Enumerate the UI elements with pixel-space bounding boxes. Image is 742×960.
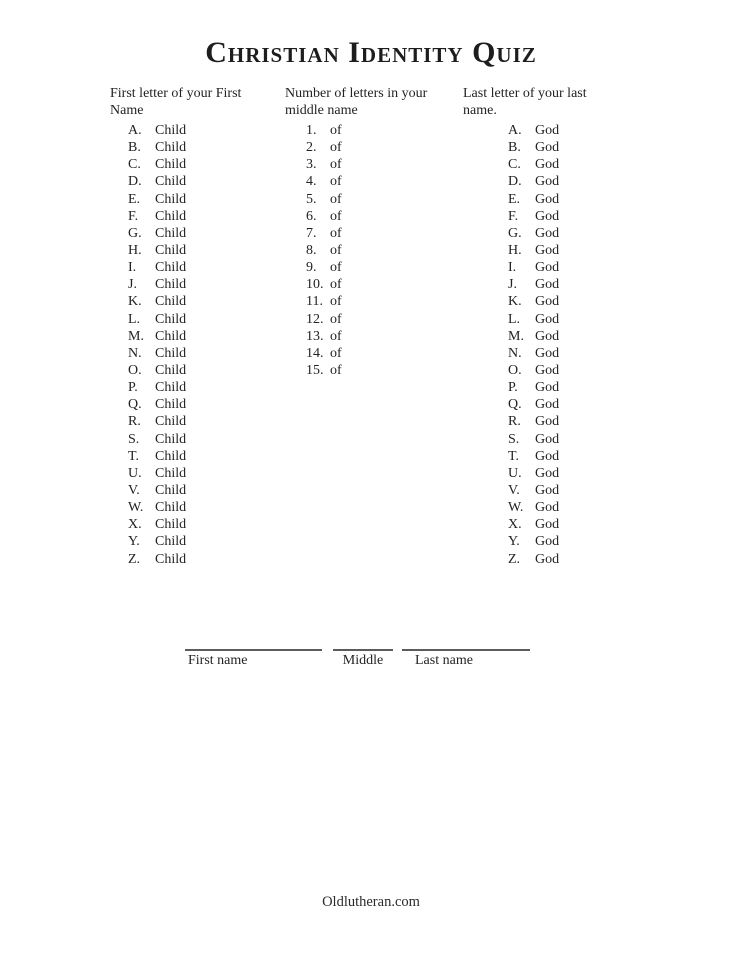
list-item <box>306 208 461 225</box>
list-item <box>306 259 461 276</box>
item-text: of <box>330 362 342 378</box>
item-marker: J. <box>128 277 137 293</box>
item-text: Child <box>155 551 187 567</box>
item-marker: K. <box>508 294 522 310</box>
item-text: God <box>535 208 560 224</box>
item-text: of <box>330 225 342 241</box>
item-marker: 14. <box>306 345 324 361</box>
item-marker: 12. <box>306 311 324 327</box>
item-marker: 6. <box>306 208 317 224</box>
item-marker: B. <box>508 140 521 156</box>
list-item <box>508 276 625 293</box>
list-item <box>128 551 282 568</box>
list-item <box>306 156 461 173</box>
column-header <box>110 85 282 119</box>
item-text: God <box>535 157 560 173</box>
item-text: Child <box>155 380 187 396</box>
list-item <box>508 259 625 276</box>
list-item <box>508 156 625 173</box>
item-text: God <box>535 397 560 413</box>
item-text: God <box>535 260 560 276</box>
item-text: Child <box>155 534 187 550</box>
item-text: of <box>330 242 342 258</box>
item-text: Child <box>155 277 187 293</box>
item-marker: C. <box>128 157 141 173</box>
signature-label: Middle <box>342 653 384 668</box>
list-item <box>128 242 282 259</box>
column-first-letter <box>110 85 282 568</box>
item-marker: X. <box>128 517 142 533</box>
list-item <box>508 551 625 568</box>
item-text: God <box>535 174 560 190</box>
option-list-middle-letters <box>306 122 461 379</box>
item-marker: Y. <box>128 534 140 550</box>
item-text: Child <box>155 328 187 344</box>
list-item <box>128 413 282 430</box>
list-item <box>508 173 625 190</box>
column-header-line: Number of letters in your <box>285 86 428 101</box>
item-marker: T. <box>128 448 140 464</box>
list-item <box>306 139 461 156</box>
item-text: God <box>535 140 560 156</box>
item-text: God <box>535 414 560 430</box>
list-item <box>128 293 282 310</box>
item-text: God <box>535 191 560 207</box>
list-item <box>508 242 625 259</box>
list-item <box>306 328 461 345</box>
list-item <box>306 191 461 208</box>
item-text: Child <box>155 311 187 327</box>
list-item <box>508 431 625 448</box>
item-marker: Z. <box>128 551 141 567</box>
list-item <box>128 156 282 173</box>
list-item <box>508 465 625 482</box>
item-text: of <box>330 157 342 173</box>
item-marker: T. <box>508 448 520 464</box>
item-text: Child <box>155 482 187 498</box>
item-marker: S. <box>508 431 520 447</box>
item-text: Child <box>155 517 187 533</box>
item-text: God <box>535 294 560 310</box>
item-marker: 11. <box>306 294 323 310</box>
item-marker: V. <box>508 482 520 498</box>
item-marker: 3. <box>306 157 317 173</box>
item-text: of <box>330 294 342 310</box>
item-marker: A. <box>128 123 142 138</box>
item-text: Child <box>155 448 187 464</box>
item-marker: S. <box>128 431 140 447</box>
item-marker: N. <box>508 345 522 361</box>
list-item <box>128 431 282 448</box>
item-marker: 5. <box>306 191 317 207</box>
item-marker: U. <box>128 465 142 481</box>
item-text: Child <box>155 140 187 156</box>
list-item <box>306 276 461 293</box>
item-marker: U. <box>508 465 522 481</box>
item-text: Child <box>155 345 187 361</box>
item-marker: D. <box>128 174 142 190</box>
item-text: Child <box>155 174 187 190</box>
list-item <box>128 139 282 156</box>
item-marker: E. <box>508 191 521 207</box>
column-header-line: name. <box>463 103 497 118</box>
list-item <box>508 225 625 242</box>
item-marker: O. <box>128 362 142 378</box>
footer-text: Oldlutheran.com <box>322 894 420 910</box>
item-text: God <box>535 431 560 447</box>
item-text: Child <box>155 362 187 378</box>
item-marker: C. <box>508 157 521 173</box>
item-text: Child <box>155 397 187 413</box>
list-item <box>508 191 625 208</box>
item-text: God <box>535 328 560 344</box>
list-item <box>508 122 625 139</box>
item-marker: L. <box>508 311 521 327</box>
list-item <box>128 448 282 465</box>
list-item <box>128 276 282 293</box>
item-marker: O. <box>508 362 522 378</box>
list-item <box>508 396 625 413</box>
item-text: of <box>330 191 342 207</box>
item-marker: I. <box>128 260 137 276</box>
item-marker: G. <box>128 225 142 241</box>
item-text: Child <box>155 260 187 276</box>
item-text: God <box>535 362 560 378</box>
item-text: Child <box>155 431 187 447</box>
item-text: of <box>330 311 342 327</box>
item-text: Child <box>155 191 187 207</box>
list-item <box>128 396 282 413</box>
item-text: God <box>535 380 560 396</box>
list-item <box>128 499 282 516</box>
list-item <box>508 328 625 345</box>
item-text: God <box>535 448 560 464</box>
list-item <box>508 139 625 156</box>
item-marker: J. <box>508 277 517 293</box>
list-item <box>306 293 461 310</box>
item-marker: X. <box>508 517 522 533</box>
item-marker: Z. <box>508 551 521 567</box>
item-marker: 10. <box>306 277 324 293</box>
item-marker: R. <box>508 414 521 430</box>
item-text: God <box>535 465 560 481</box>
item-text: Child <box>155 414 187 430</box>
item-marker: H. <box>508 242 522 258</box>
item-text: of <box>330 174 342 190</box>
item-text: God <box>535 500 560 516</box>
item-marker: M. <box>128 328 144 344</box>
item-marker: 15. <box>306 362 324 378</box>
item-text: of <box>330 123 342 138</box>
item-text: God <box>535 517 560 533</box>
item-text: of <box>330 140 342 156</box>
item-marker: L. <box>128 311 141 327</box>
signature-field-middle <box>333 649 393 669</box>
list-item <box>508 293 625 310</box>
signature-label: Last name <box>415 653 473 668</box>
list-item <box>128 311 282 328</box>
item-marker: F. <box>508 208 519 224</box>
item-marker: Y. <box>508 534 520 550</box>
item-text: Child <box>155 465 187 481</box>
list-item <box>128 533 282 550</box>
list-item <box>128 173 282 190</box>
list-item <box>128 379 282 396</box>
item-marker: 7. <box>306 225 317 241</box>
list-item <box>128 208 282 225</box>
column-header <box>463 85 625 119</box>
item-text: Child <box>155 208 187 224</box>
list-item <box>508 482 625 499</box>
item-text: God <box>535 345 560 361</box>
item-marker: 13. <box>306 328 324 344</box>
list-item <box>128 328 282 345</box>
item-marker: 4. <box>306 174 317 190</box>
list-item <box>306 225 461 242</box>
list-item <box>508 362 625 379</box>
list-item <box>128 516 282 533</box>
column-header-line: middle name <box>285 103 358 118</box>
item-text: of <box>330 345 342 361</box>
item-marker: 8. <box>306 242 317 258</box>
item-text: God <box>535 311 560 327</box>
list-item <box>128 259 282 276</box>
item-marker: K. <box>128 294 142 310</box>
item-text: God <box>535 482 560 498</box>
item-text: God <box>535 551 560 567</box>
column-header <box>285 85 461 119</box>
list-item <box>128 465 282 482</box>
item-marker: F. <box>128 208 139 224</box>
list-item <box>306 173 461 190</box>
item-marker: Q. <box>508 397 522 413</box>
item-marker: M. <box>508 328 524 344</box>
item-text: God <box>535 123 560 138</box>
list-item <box>508 448 625 465</box>
list-item <box>306 122 461 139</box>
item-marker: 2. <box>306 140 317 156</box>
item-marker: H. <box>128 242 142 258</box>
item-text: Child <box>155 242 187 258</box>
column-header-line: Last letter of your last <box>463 86 587 101</box>
item-text: God <box>535 242 560 258</box>
item-marker: R. <box>128 414 141 430</box>
item-text: Child <box>155 294 187 310</box>
list-item <box>508 533 625 550</box>
list-item <box>128 345 282 362</box>
list-item <box>128 191 282 208</box>
item-text: God <box>535 225 560 241</box>
page-title: Christian Identity Quiz <box>205 36 537 69</box>
signature-field-last-name <box>402 649 530 669</box>
list-item <box>128 482 282 499</box>
item-marker: V. <box>128 482 140 498</box>
item-marker: I. <box>508 260 517 276</box>
option-list-last-letter <box>508 122 625 568</box>
option-list-first-letter <box>128 122 282 568</box>
list-item <box>128 122 282 139</box>
signature-label: First name <box>188 653 248 668</box>
item-text: Child <box>155 500 187 516</box>
item-text: Child <box>155 157 187 173</box>
item-marker: N. <box>128 345 142 361</box>
list-item <box>306 362 461 379</box>
item-marker: 9. <box>306 260 317 276</box>
item-text: Child <box>155 225 187 241</box>
list-item <box>508 345 625 362</box>
item-text: of <box>330 277 342 293</box>
item-marker: P. <box>508 380 518 396</box>
column-header-line: Name <box>110 103 144 118</box>
item-marker: 1. <box>306 123 317 138</box>
list-item <box>508 208 625 225</box>
list-item <box>508 413 625 430</box>
column-last-letter <box>463 85 625 568</box>
column-header-line: First letter of your First <box>110 86 242 101</box>
item-marker: B. <box>128 140 141 156</box>
item-marker: D. <box>508 174 522 190</box>
list-item <box>128 362 282 379</box>
list-item <box>508 311 625 328</box>
item-marker: W. <box>508 500 524 516</box>
item-text: Child <box>155 123 187 138</box>
signature-field-first-name <box>185 649 322 669</box>
list-item <box>306 311 461 328</box>
list-item <box>508 379 625 396</box>
list-item <box>128 225 282 242</box>
item-text: God <box>535 277 560 293</box>
list-item <box>508 516 625 533</box>
item-marker: P. <box>128 380 138 396</box>
item-text: of <box>330 328 342 344</box>
list-item <box>306 345 461 362</box>
item-marker: Q. <box>128 397 142 413</box>
item-text: God <box>535 534 560 550</box>
item-text: of <box>330 208 342 224</box>
item-marker: E. <box>128 191 141 207</box>
item-marker: W. <box>128 500 144 516</box>
item-text: of <box>330 260 342 276</box>
item-marker: A. <box>508 123 522 138</box>
list-item <box>508 499 625 516</box>
item-marker: G. <box>508 225 522 241</box>
column-middle-name-letters <box>285 85 461 379</box>
list-item <box>306 242 461 259</box>
